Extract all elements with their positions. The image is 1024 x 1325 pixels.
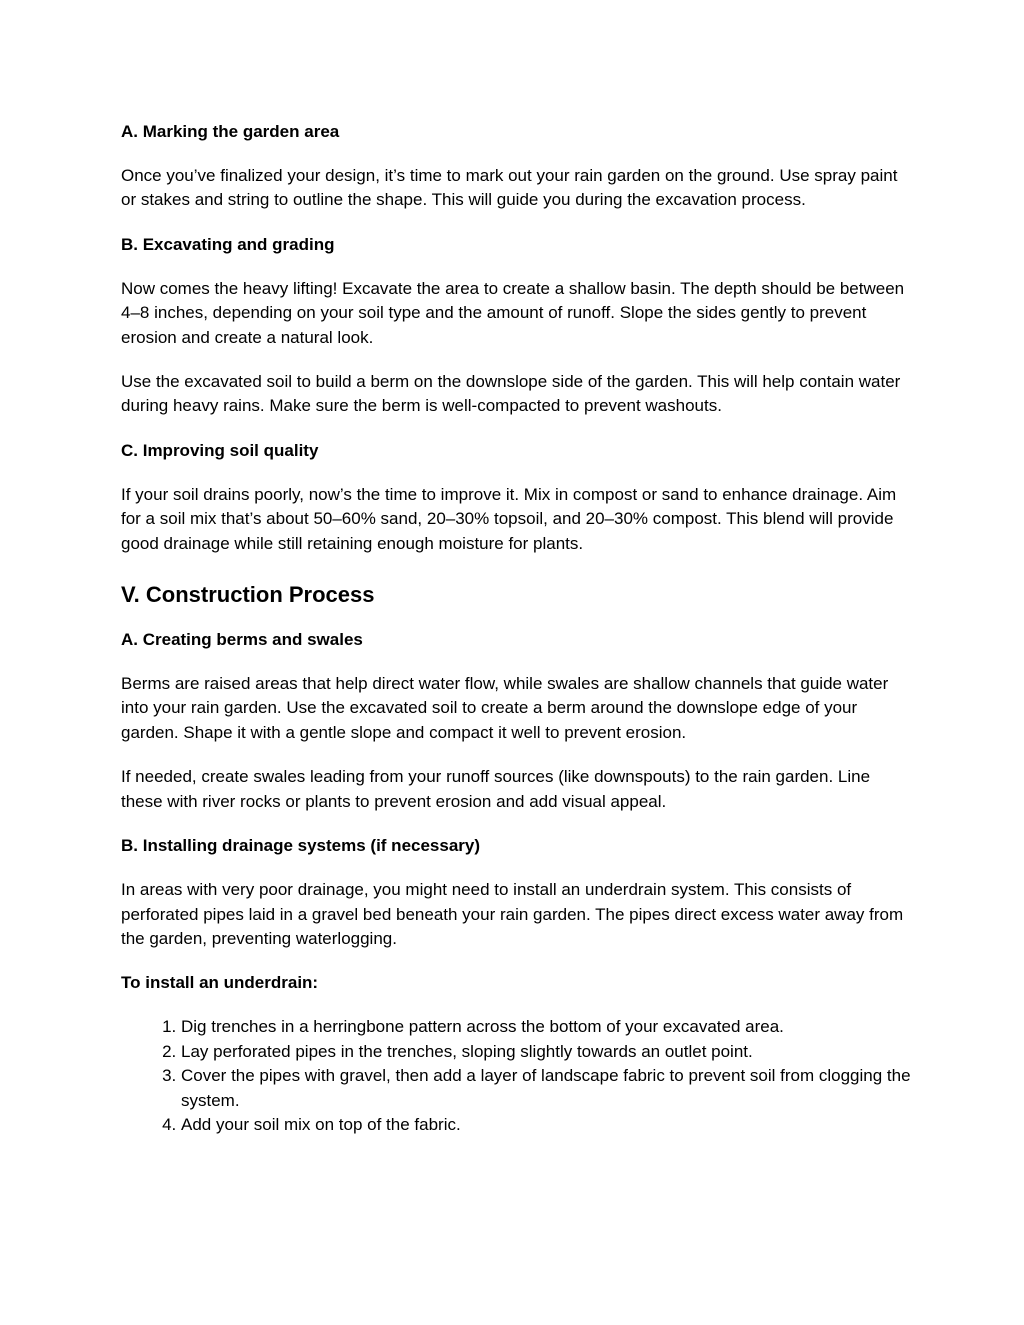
section-heading-soil: C. Improving soil quality xyxy=(121,440,319,460)
document-page xyxy=(121,117,911,1137)
list-item: 4. Add your soil mix on top of the fabric. xyxy=(181,1113,911,1137)
section-title-construction: V. Construction Process xyxy=(121,582,375,608)
paragraph-soil: If your soil drains poorly, now’s the time to improve it. Mix in compost or sand to enhance drainage. Aim for a soil mix that’s about 50–60% sand, 20–30% topsoil, and 20–30% compost. This blend will provide good drainage while still retaining enough moisture for plants. xyxy=(121,484,897,553)
list-item: 2. Lay perforated pipes in the trenches, sloping slightly towards an outlet point. xyxy=(181,1040,911,1064)
section-heading-drainage: B. Installing drainage systems (if necessary) xyxy=(121,836,481,856)
paragraph-marking: Once you’ve finalized your design, it’s time to mark out your rain garden on the ground. Use spray paint or stakes and string to outline the shape. This will guide you during the excavation process. xyxy=(121,166,898,210)
underdrain-steps-list xyxy=(121,1015,911,1137)
paragraph-excavating-2: Use the excavated soil to build a berm on the downslope side of the garden. This will help contain water during heavy rains. Make sure the berm is well-compacted to prevent washouts. xyxy=(121,372,901,416)
paragraph-berms-2: If needed, create swales leading from your runoff sources (like downspouts) to the rain garden. Line these with river rocks or plants to prevent erosion and add visual appeal. xyxy=(121,767,871,811)
section-heading-marking: A. Marking the garden area xyxy=(121,122,340,141)
paragraph-berms-1: Berms are raised areas that help direct water flow, while swales are shallow channels that guide water into your rain garden. Use the excavated soil to create a berm around the downslope edge of your garden. Shape it with a gentle slope and compact it well to prevent erosion. xyxy=(121,674,889,742)
underdrain-heading: To install an underdrain: xyxy=(121,973,319,993)
list-item: 1. Dig trenches in a herringbone pattern across the bottom of your excavated area. xyxy=(181,1015,911,1039)
list-item: 3. Cover the pipes with gravel, then add a layer of landscape fabric to prevent soil from clogging the system. xyxy=(181,1064,911,1113)
paragraph-excavating-1: Now comes the heavy lifting! Excavate the area to create a shallow basin. The depth should be between 4–8 inches, depending on your soil type and the amount of runoff. Slope the sides gently to prevent erosion and create a natural look. xyxy=(121,278,905,347)
paragraph-drainage: In areas with very poor drainage, you might need to install an underdrain system. This consists of perforated pipes laid in a gravel bed beneath your rain garden. The pipes direct excess water away from the garden, preventing waterlogging. xyxy=(121,880,904,948)
section-heading-berms: A. Creating berms and swales xyxy=(121,630,363,650)
section-heading-excavating: B. Excavating and grading xyxy=(121,234,335,254)
